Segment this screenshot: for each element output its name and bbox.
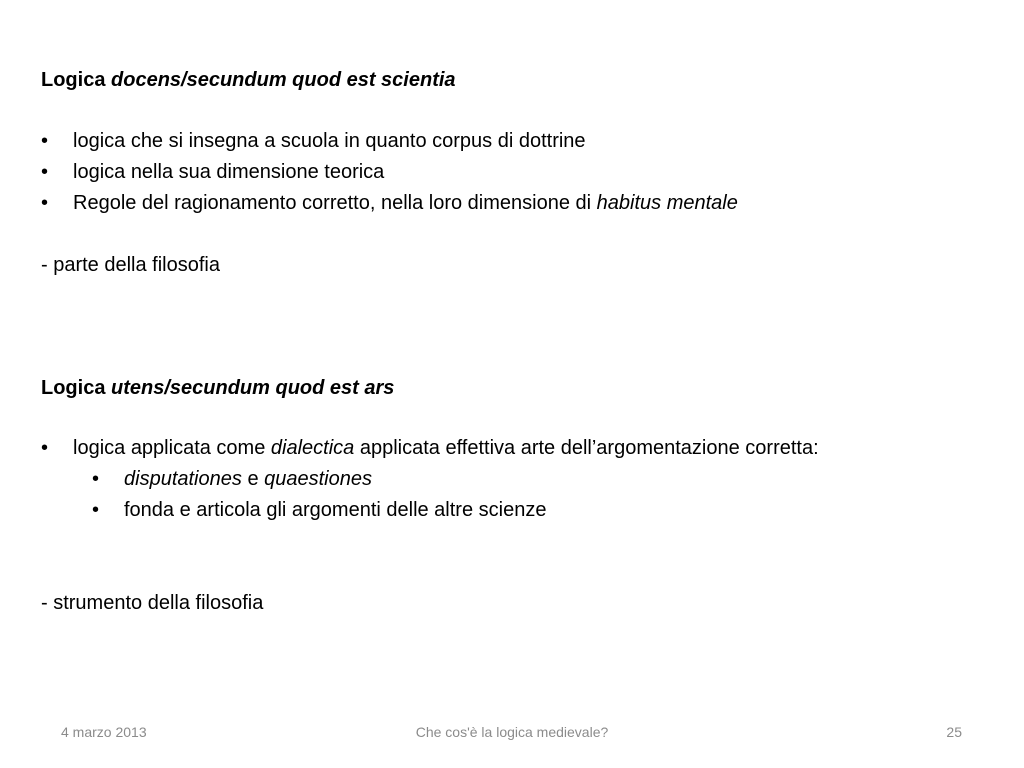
bullet-text: fonda e articola gli argomenti delle altre scienze [124,499,547,521]
bullet-text [124,467,372,491]
bullet-glyph: • [92,468,100,490]
bullet-text-italic-1: disputationes [124,468,242,490]
bullet-text: logica che si insegna a scuola in quanto corpus di dottrine [73,130,586,152]
bullet-text: logica nella sua dimensione teorica [73,161,385,183]
section2-heading-italic: utens/secundum quod est ars [111,377,395,399]
section1-heading-prefix: Logica [41,69,106,91]
footer-page-number: 25 [946,724,962,740]
bullet-text-pre: logica applicata come [73,437,266,459]
footer-title: Che cos'è la logica medievale? [415,724,609,740]
footer-date: 4 marzo 2013 [61,724,147,740]
bullet-text-mid: e [247,468,259,490]
bullet-glyph: • [41,161,49,183]
bullet-glyph: • [92,499,100,521]
section1-heading-italic: docens/secundum quod est scientia [111,69,456,91]
bullet-text-plain: Regole del ragionamento corretto, nella loro dimensione di [73,192,592,214]
bullet-text-post: applicata effettiva arte dell’argomentazione corretta: [359,437,819,459]
section2-heading [41,376,394,400]
section2-heading-prefix: Logica [41,377,106,399]
bullet-glyph: • [41,130,49,152]
section2-dash-note: - strumento della filosofia [41,592,264,614]
bullet-glyph: • [41,437,49,459]
bullet-text [73,191,738,215]
section1-heading [41,68,456,92]
section1-dash-note: - parte della filosofia [41,254,220,276]
bullet-text [73,436,819,460]
bullet-text-italic: habitus mentale [596,192,738,214]
bullet-text-italic: dialectica [270,437,355,459]
bullet-glyph: • [41,192,49,214]
bullet-text-italic-2: quaestiones [264,468,372,490]
